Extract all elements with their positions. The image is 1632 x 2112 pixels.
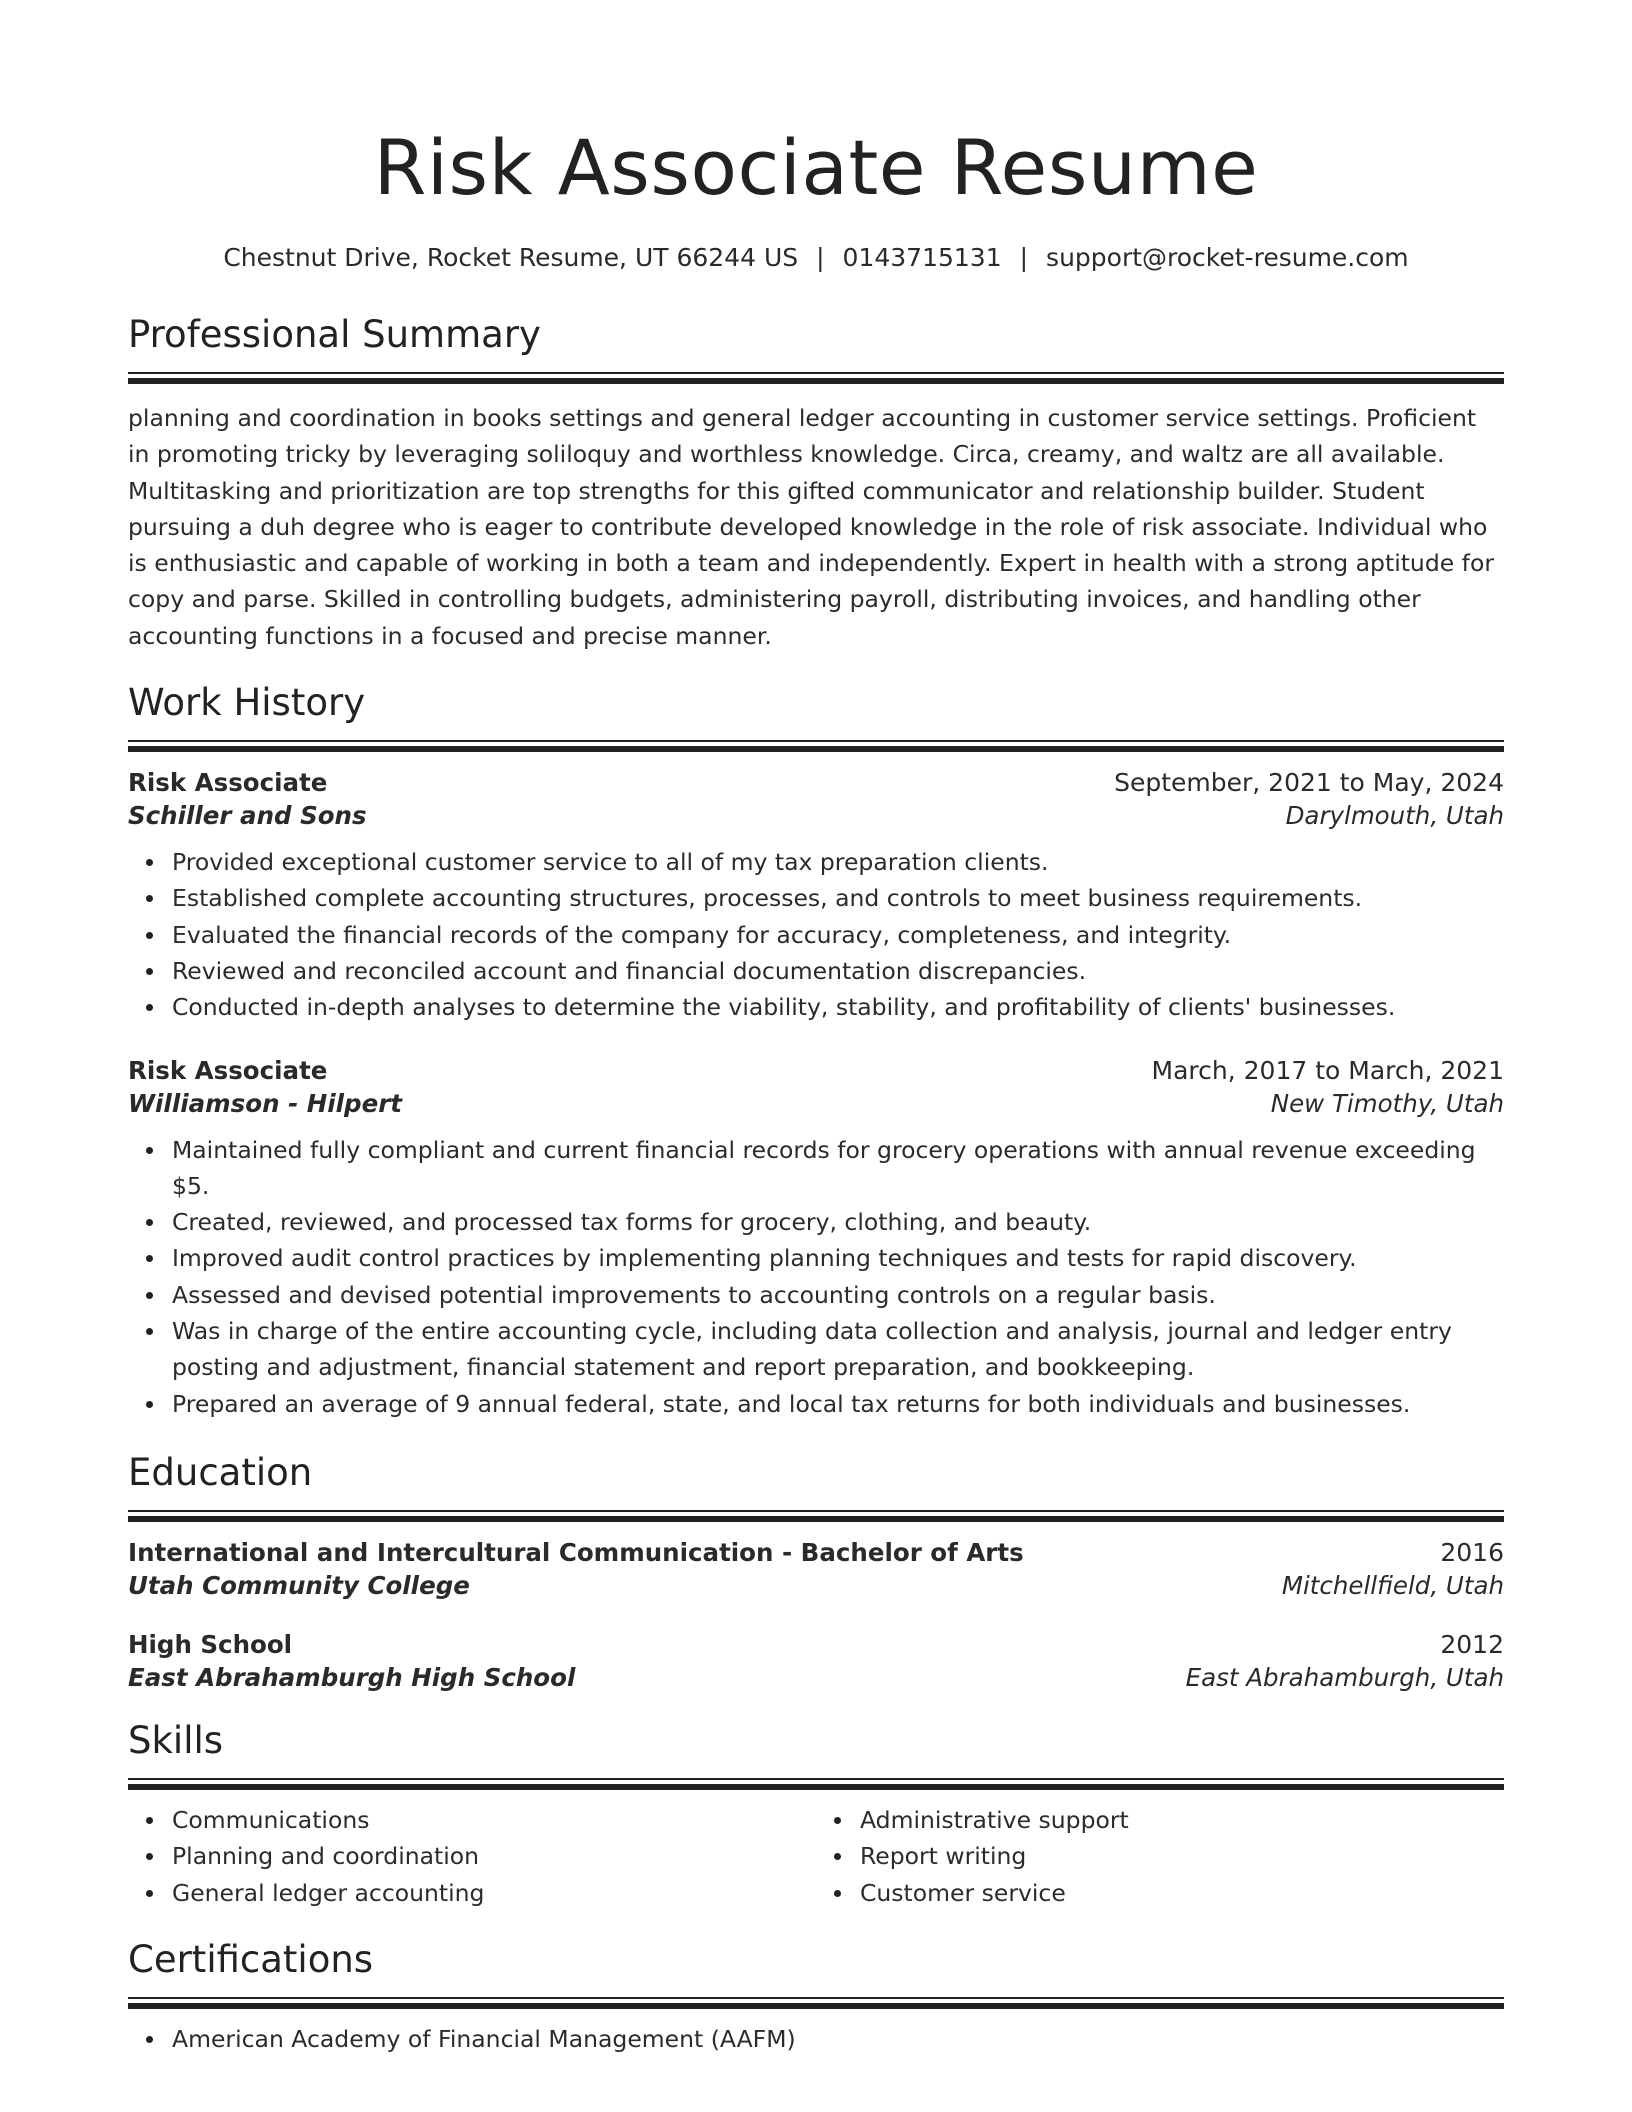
section-heading: Professional Summary <box>128 313 541 356</box>
job-subheader <box>128 1089 1504 1118</box>
job-header <box>128 768 1504 797</box>
skill-item: Customer service <box>860 1875 1504 1911</box>
summary-text: planning and coordination in books settings and general ledger accounting in customer service settings. Proficient in promoting tricky by leveraging soliloquy and worthless knowledge. Circa, creamy, and waltz are all available. Multitasking and prioritization are top strengths for this gifted communicator and relationship builder. Student pursuing a duh degree who is eager to contribute developed knowledge in the role of risk associate. Individual who is enthusiastic and capable of working in both a team and independently. Expert in health with a strong aptitude for copy and parse. Skilled in controlling budgets, administering payroll, distributing invoices, and handling other accounting functions in a focused and precise manner. <box>128 404 1494 650</box>
degree: International and Intercultural Communication - Bachelor of Arts <box>128 1537 1024 1567</box>
section-divider <box>128 1778 1504 1790</box>
education-header <box>128 1538 1504 1567</box>
employer-name: Schiller and Sons <box>128 801 367 831</box>
contact-separator: | <box>1019 243 1029 272</box>
job-subheader <box>128 801 1504 830</box>
school-name: East Abrahamburgh High School <box>128 1662 576 1692</box>
school-location: East Abrahamburgh, Utah <box>1185 1662 1504 1692</box>
list-item: Reviewed and reconciled account and financial documentation discrepancies. <box>172 953 1504 989</box>
skill-item: Planning and coordination <box>172 1838 816 1874</box>
education-header <box>128 1630 1504 1659</box>
list-item: Provided exceptional customer service to all of my tax preparation clients. <box>172 844 1504 880</box>
job-location: New Timothy, Utah <box>1270 1088 1504 1118</box>
contact-line <box>128 242 1504 274</box>
list-item: Established complete accounting structures, processes, and controls to meet business requirements. <box>172 880 1504 916</box>
graduation-year: 2016 <box>1440 1537 1504 1567</box>
certification-list <box>128 2021 1504 2057</box>
degree: High School <box>128 1629 293 1659</box>
section-heading: Certifications <box>128 1937 374 1981</box>
section-divider <box>128 740 1504 752</box>
school-location: Mitchellfield, Utah <box>1281 1570 1504 1600</box>
skills-section <box>128 1718 1504 1911</box>
list-item: Created, reviewed, and processed tax forms for grocery, clothing, and beauty. <box>172 1204 1504 1240</box>
skill-item: Communications <box>172 1802 816 1838</box>
section-divider <box>128 372 1504 384</box>
job-title: Risk Associate <box>128 768 328 798</box>
list-item: Was in charge of the entire accounting cycle, including data collection and analysis, journal and ledger entry posting and adjustment, financial statement and report preparation, and bookkeeping. <box>172 1313 1504 1386</box>
list-item: Prepared an average of 9 annual federal, state, and local tax returns for both individuals and businesses. <box>172 1386 1504 1422</box>
certification-item: American Academy of Financial Management (AAFM) <box>172 2021 1504 2057</box>
job-title: Risk Associate <box>128 1055 328 1085</box>
job-dates: March, 2017 to March, 2021 <box>1151 1055 1504 1085</box>
skill-item: General ledger accounting <box>172 1875 816 1911</box>
education-subheader <box>128 1571 1504 1600</box>
list-item: Evaluated the financial records of the company for accuracy, completeness, and integrity. <box>172 917 1504 953</box>
education-entry <box>128 1538 1504 1600</box>
skills-column <box>816 1802 1504 1911</box>
contact-separator: | <box>816 243 825 272</box>
skills-grid <box>128 1802 1504 1911</box>
contact-address: Chestnut Drive, Rocket Resume, UT 66244 US <box>223 243 799 272</box>
job-header <box>128 1056 1504 1085</box>
section-heading: Skills <box>128 1718 224 1762</box>
education-section <box>128 1450 1504 1692</box>
section-heading: Education <box>128 1450 313 1494</box>
education-entry <box>128 1630 1504 1692</box>
summary-section <box>128 312 1504 654</box>
certifications-section <box>128 1937 1504 2057</box>
section-divider <box>128 1997 1504 2009</box>
list-item: Conducted in-depth analyses to determine the viability, stability, and profitability of clients' businesses. <box>172 989 1504 1025</box>
job-bullets <box>128 1132 1504 1422</box>
skill-item: Administrative support <box>860 1802 1504 1838</box>
school-name: Utah Community College <box>128 1570 470 1600</box>
section-divider <box>128 1510 1504 1522</box>
employer-name: Williamson - Hilpert <box>128 1088 403 1118</box>
work-history-section <box>128 680 1504 1422</box>
contact-phone: 0143715131 <box>842 243 1002 272</box>
job-entry <box>128 1056 1504 1422</box>
job-dates: September, 2021 to May, 2024 <box>1114 768 1504 798</box>
education-subheader <box>128 1663 1504 1692</box>
list-item: Improved audit control practices by implementing planning techniques and tests for rapid discovery. <box>172 1240 1504 1276</box>
job-bullets <box>128 844 1504 1025</box>
skill-item: Report writing <box>860 1838 1504 1874</box>
list-item: Assessed and devised potential improvements to accounting controls on a regular basis. <box>172 1277 1504 1313</box>
contact-email[interactable]: support@rocket-resume.com <box>1046 243 1409 272</box>
skills-column <box>128 1802 816 1911</box>
resume-title: Risk Associate Resume <box>373 123 1259 212</box>
job-entry <box>128 768 1504 1025</box>
list-item: Maintained fully compliant and current financial records for grocery operations with annual revenue exceeding $5. <box>172 1132 1504 1205</box>
graduation-year: 2012 <box>1440 1629 1504 1659</box>
job-location: Darylmouth, Utah <box>1285 801 1504 831</box>
section-heading: Work History <box>128 681 366 725</box>
